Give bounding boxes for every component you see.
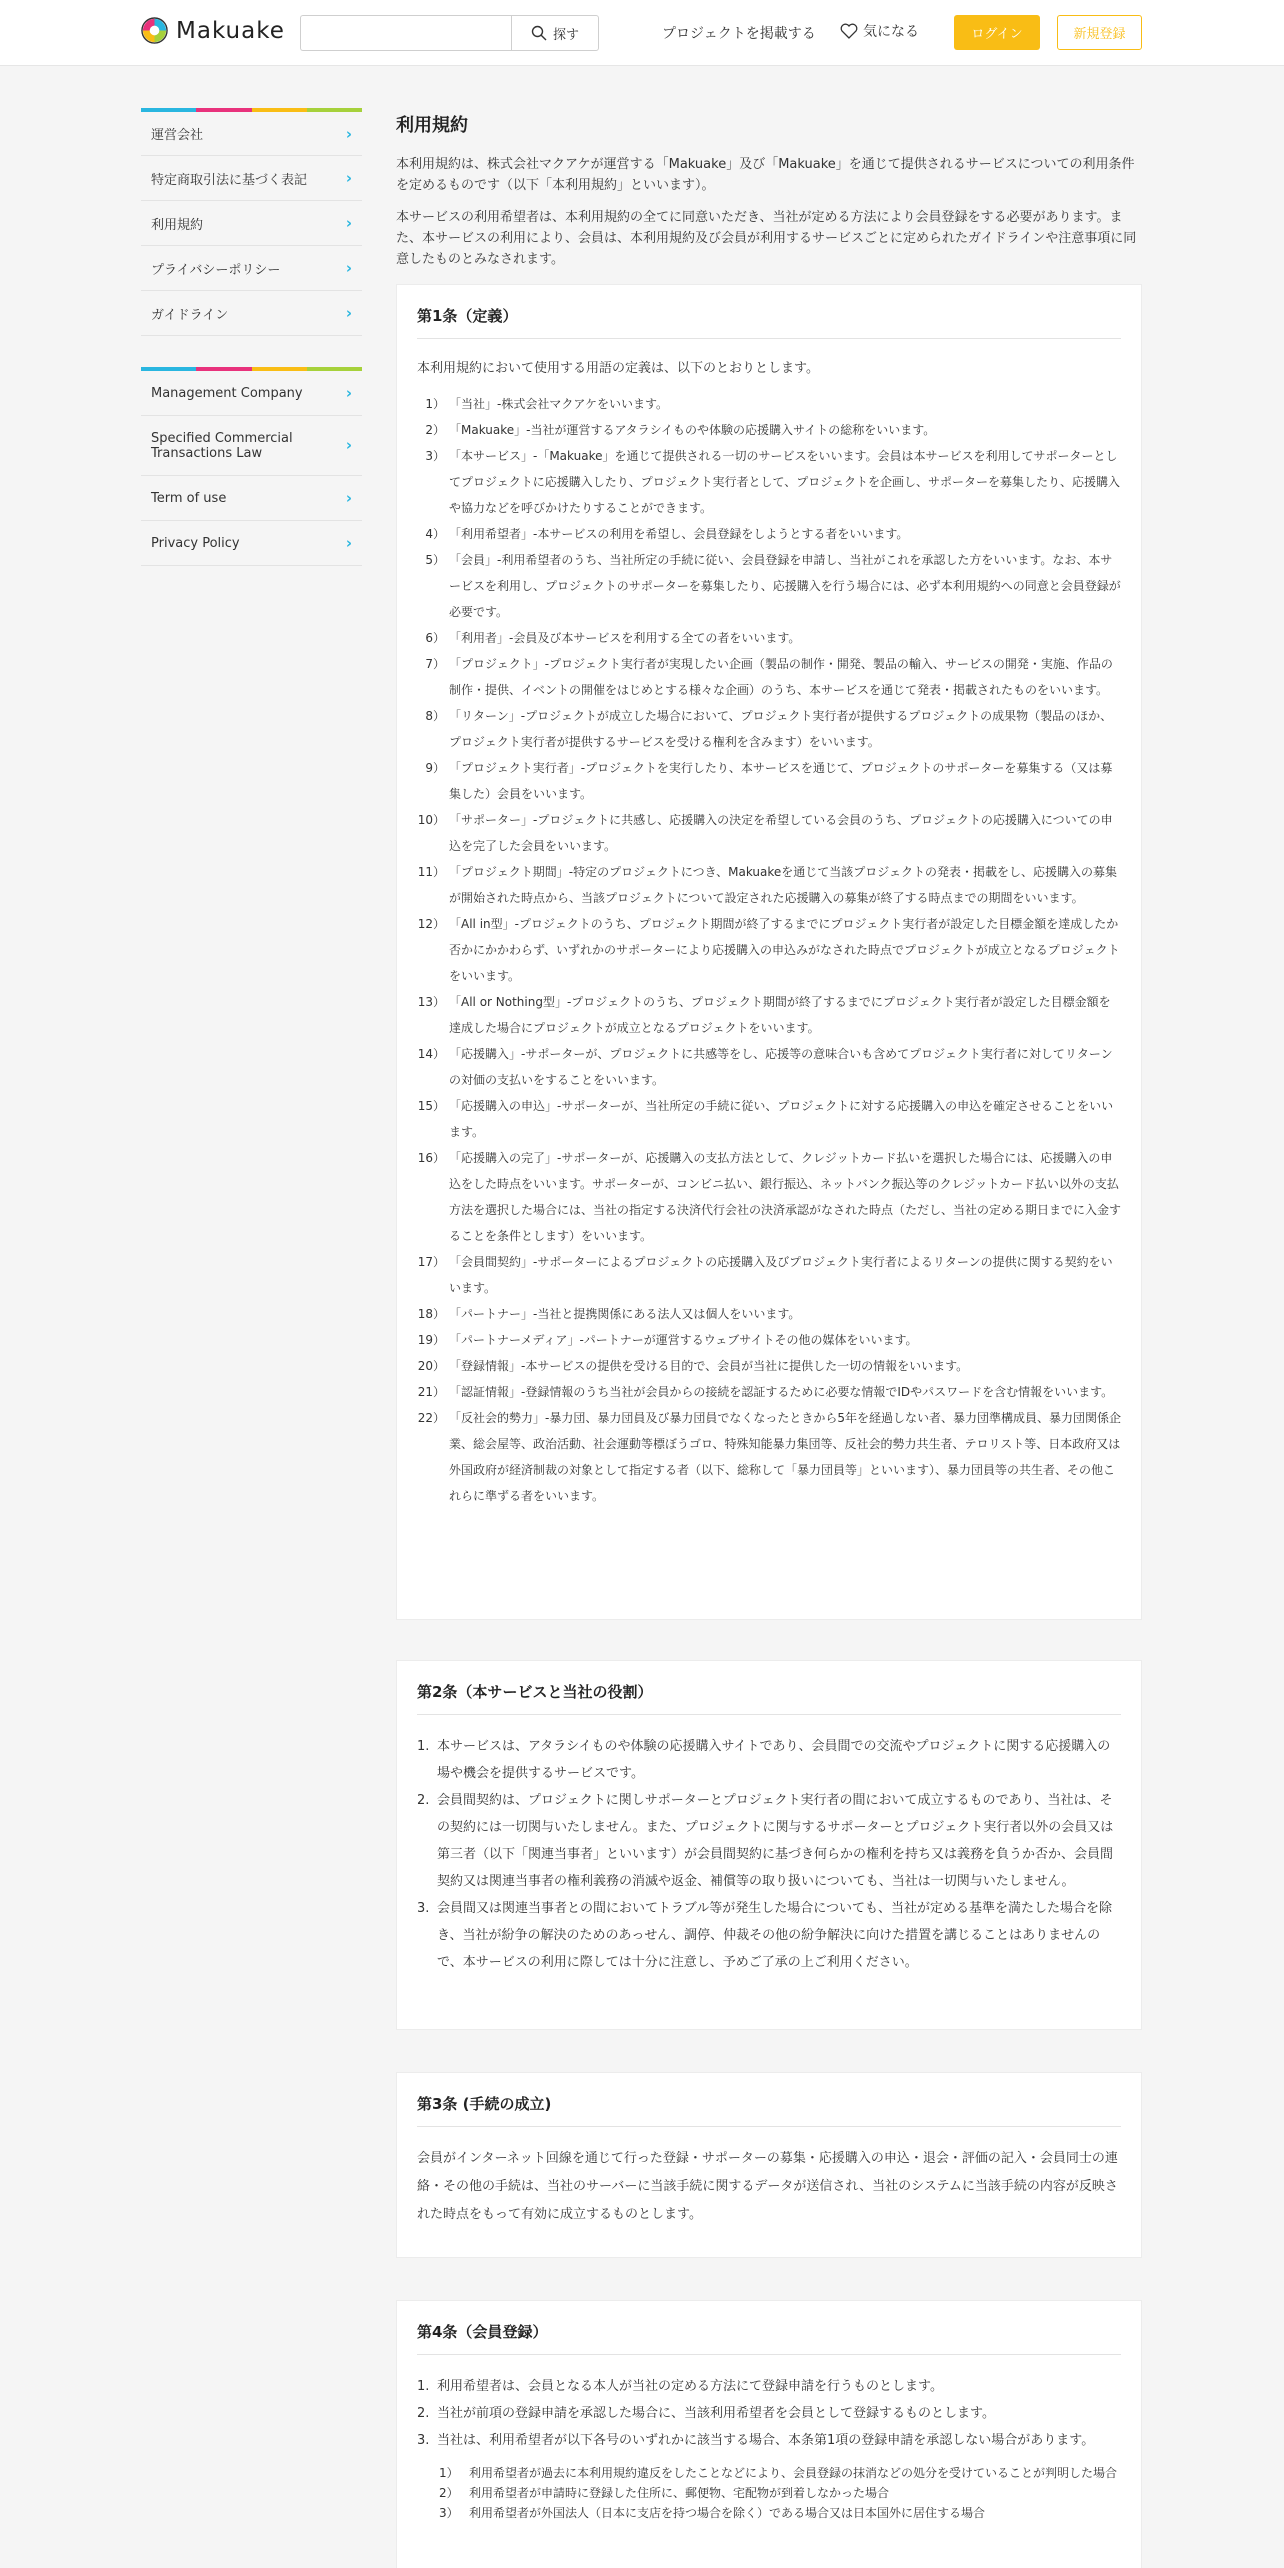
definition-item-number: 22）	[417, 1411, 445, 1425]
article-3-title: 第3条 (手続の成立)	[417, 2073, 1121, 2127]
list-item-number: 3.	[417, 1901, 430, 1916]
definition-item-number: 18）	[417, 1307, 445, 1321]
definition-item-text: 「当社」-株式会社マクアケをいいます。	[449, 397, 669, 411]
definition-item-text: 「プロジェクト」-プロジェクト実行者が実現したい企画（製品の制作・開発、製品の輸入、サービスの開発・実施、作品の制作・提供、イベントの開催をはじめとする様々な企画）のうち、本サービスを通じて発表・掲載されたものをいいます。	[449, 657, 1113, 697]
post-project-link[interactable]: プロジェクトを掲載する	[662, 26, 816, 42]
sublist-item-number: 3）	[439, 2506, 459, 2520]
list-item-number: 2.	[417, 2406, 430, 2421]
list-item	[417, 2373, 1121, 2400]
definition-item-number: 3）	[425, 449, 445, 463]
definition-item	[417, 1327, 1121, 1353]
sublist-item-number: 1）	[439, 2466, 459, 2480]
sidebar-stripe	[141, 108, 362, 112]
definition-item	[417, 417, 1121, 443]
sublist-item-text: 利用希望者が過去に本利用規約違反をしたことなどにより、会員登録の抹消などの処分を受けていることが判明した場合	[469, 2466, 1118, 2480]
definition-item-text: 「パートナー」-当社と提携関係にある法人又は個人をいいます。	[449, 1307, 801, 1321]
definition-item-number: 4）	[425, 527, 445, 541]
search-icon	[531, 25, 547, 41]
definition-item	[417, 859, 1121, 911]
definition-item-text: 「All or Nothing型」-プロジェクトのうち、プロジェクト期間が終了するまでにプロジェクト実行者が設定した目標金額を達成した場合にプロジェクトが成立となるプロジェクトをいいます。	[449, 995, 1111, 1035]
chevron-right-icon: ›	[345, 534, 352, 552]
article-4-sublist	[417, 2464, 1121, 2522]
definition-item-text: 「利用希望者」-本サービスの利用を希望し、会員登録をしようとする者をいいます。	[449, 527, 909, 541]
list-item-text: 当社は、利用希望者が以下各号のいずれかに該当する場合、本条第1項の登録申請を承認しない場合があります。	[437, 2433, 1095, 2448]
search-input[interactable]	[300, 15, 511, 51]
article-4-card	[396, 2300, 1142, 2568]
definition-item-number: 13）	[417, 995, 445, 1009]
definition-item	[417, 989, 1121, 1041]
page-title: 利用規約	[396, 115, 468, 136]
definition-item-text: 「会員間契約」-サポーターによるプロジェクトの応援購入及びプロジェクト実行者によるリターンの提供に関する契約をいいます。	[449, 1255, 1113, 1295]
definition-item-text: 「All in型」-プロジェクトのうち、プロジェクト期間が終了するまでにプロジェクト実行者が設定した目標金額を達成したか否かにかかわらず、いずれかのサポーターにより応援購入の申込みがなされた時点でプロジェクトが成立となるプロジェクトをいいます。	[449, 917, 1120, 983]
definition-item-number: 10）	[417, 813, 445, 827]
favorites-label: 気になる	[863, 24, 919, 40]
article-4-title: 第4条（会員登録）	[417, 2301, 1121, 2355]
register-button[interactable]: 新規登録	[1057, 15, 1142, 50]
sidebar-item-term-of-use[interactable]: Term of use ›	[141, 476, 362, 521]
search-button-label: 探す	[552, 27, 579, 43]
list-item-text: 本サービスは、アタラシイものや体験の応援購入サイトであり、会員間での交流やプロジェクトに関する応援購入の場や機会を提供するサービスです。	[437, 1739, 1111, 1781]
definition-item	[417, 521, 1121, 547]
intro-paragraph-2: 本サービスの利用希望者は、本利用規約の全てに同意いただき、当社が定める方法により会員登録をする必要があります。また、本サービスの利用により、会員は、本利用規約及び会員が利用するサービスごとに定められたガイドラインや注意事項に同意したものとみなされます。	[396, 210, 1137, 267]
definition-item-text: 「認証情報」-登録情報のうち当社が会員からの接続を認証するために必要な情報でIDやパスワードを含む情報をいいます。	[449, 1385, 1114, 1399]
definition-item	[417, 807, 1121, 859]
definition-item	[417, 911, 1121, 989]
definition-item-number: 9）	[425, 761, 445, 775]
intro-paragraph-1: 本利用規約は、株式会社マクアケが運営する「Makuake」及び「Makuake」を通じて提供されるサービスについての利用条件を定めるものです（以下「本利用規約」といいます）。	[396, 157, 1135, 193]
list-item-text: 利用希望者は、会員となる本人が当社の定める方法にて登録申請を行うものとします。	[437, 2379, 943, 2394]
definition-item	[417, 625, 1121, 651]
definition-item-number: 21）	[417, 1385, 445, 1399]
definition-item-number: 14）	[417, 1047, 445, 1061]
chevron-right-icon: ›	[345, 384, 352, 402]
definition-item	[417, 1301, 1121, 1327]
definition-item	[417, 1145, 1121, 1249]
definition-item-number: 17）	[417, 1255, 445, 1269]
definition-item-number: 8）	[425, 709, 445, 723]
article-1-lead: 本利用規約において使用する用語の定義は、以下のとおりとします。	[417, 361, 819, 376]
definition-item-number: 5）	[425, 553, 445, 567]
sublist-item-number: 2）	[439, 2486, 459, 2500]
definition-item	[417, 755, 1121, 807]
list-item	[417, 1895, 1121, 1976]
definition-item	[417, 1093, 1121, 1145]
definition-item	[417, 1405, 1121, 1509]
definition-item-text: 「応援購入の申込」-サポーターが、当社所定の手続に従い、プロジェクトに対する応援購入の申込を確定させることをいいます。	[449, 1099, 1114, 1139]
definition-item	[417, 391, 1121, 417]
article-2-title: 第2条（本サービスと当社の役割）	[417, 1661, 1121, 1715]
list-item-number: 1.	[417, 1739, 430, 1754]
sidebar-item-guideline[interactable]: ガイドライン ›	[141, 291, 362, 336]
article-1-title: 第1条（定義）	[417, 285, 1121, 339]
definition-item-number: 20）	[417, 1359, 445, 1373]
list-item-text: 会員間又は関連当事者との間においてトラブル等が発生した場合についても、当社が定める基準を満たした場合を除き、当社が紛争の解決のためのあっせん、調停、仲裁その他の紛争解決に向けた措置を講じることはありませんので、本サービスの利用に際しては十分に注意し、予めご了承の上ご利用ください。	[437, 1901, 1112, 1970]
sidebar-jp	[141, 108, 362, 336]
definition-item-text: 「利用者」-会員及び本サービスを利用する全ての者をいいます。	[449, 631, 801, 645]
definition-item-text: 「サポーター」-プロジェクトに共感し、応援購入の決定を希望している会員のうち、プロジェクトの応援購入についての申込を完了した会員をいいます。	[449, 813, 1113, 853]
definition-item-text: 「応援購入の完了」-サポーターが、応援購入の支払方法として、クレジットカード払いを選択した場合には、応援購入の申込をした時点をいいます。サポーターが、コンビニ払い、銀行振込、ネットバンク振込等のクレジットカード払い以外の支払方法を選択した場合には、当社の指定する決済代行会社の決済承認がなされた時点（ただし、当社の定める期日までに入金することを条件とします）をいいます。	[449, 1151, 1122, 1243]
definition-item-text: 「プロジェクト実行者」-プロジェクトを実行したり、本サービスを通じて、プロジェクトのサポーターを募集する（又は募集した）会員をいいます。	[449, 761, 1113, 801]
article-3-text: 会員がインターネット回線を通じて行った登録・サポーターの募集・応援購入の申込・退会・評価の記入・会員同士の連絡・その他の手続は、当社のサーバーに当該手続に関するデータが送信され、当社のシステムに当該手続の内容が反映された時点をもって有効に成立するものとします。	[417, 2151, 1118, 2222]
chevron-right-icon: ›	[345, 304, 352, 322]
definition-item-text: 「Makuake」-当社が運営するアタラシイものや体験の応援購入サイトの総称をいいます。	[449, 423, 936, 437]
logo-text: Makuake	[176, 17, 285, 44]
definition-item-number: 6）	[425, 631, 445, 645]
logo[interactable]	[141, 17, 285, 44]
article-2-card	[396, 1660, 1142, 2030]
sidebar-stripe	[141, 367, 362, 371]
definition-item-text: 「登録情報」-本サービスの提供を受ける目的で、会員が当社に提供した一切の情報をいいます。	[449, 1359, 969, 1373]
sidebar-en	[141, 367, 362, 566]
definition-item-number: 15）	[417, 1099, 445, 1113]
definition-item-text: 「パートナーメディア」-パートナーが運営するウェブサイトその他の媒体をいいます。	[449, 1333, 918, 1347]
definition-item	[417, 443, 1121, 521]
sublist-item-text: 利用希望者が外国法人（日本に支店を持つ場合を除く）である場合又は日本国外に居住する場合	[469, 2506, 986, 2520]
definition-item-text: 「リターン」-プロジェクトが成立した場合において、プロジェクト実行者が提供するプロジェクトの成果物（製品のほか、プロジェクト実行者が提供するサービスを受ける権利を含みます）をいいます。	[449, 709, 1113, 749]
sublist-item	[439, 2504, 1121, 2522]
sidebar-item-commercial-law[interactable]: Specified Commercial Transactions Law ›	[141, 416, 362, 476]
article-4-list	[417, 2373, 1121, 2454]
definition-item-text: 「プロジェクト期間」-特定のプロジェクトにつき、Makuakeを通じて当該プロジェクトの発表・掲載をし、応援購入の募集が開始された時点から、当該プロジェクトについて設定された応援購入の募集が終了する時点までの期間をいいます。	[449, 865, 1118, 905]
list-item-number: 1.	[417, 2379, 430, 2394]
chevron-right-icon: ›	[345, 124, 352, 143]
article-1-card	[396, 284, 1142, 1620]
definition-item	[417, 1249, 1121, 1301]
sublist-item-text: 利用希望者が申請時に登録した住所に、郵便物、宅配物が到着しなかった場合	[469, 2486, 890, 2500]
definition-item-text: 「本サービス」-「Makuake」を通じて提供される一切のサービスをいいます。会員は本サービスを利用してサポーターとしてプロジェクトに応援購入したり、プロジェクト実行者として、プロジェクトを企画し、サポーターを募集したり、応援購入や協力などを呼びかけたりすることができます。	[449, 449, 1121, 515]
chevron-right-icon: ›	[345, 214, 352, 232]
definition-item-number: 2）	[425, 423, 445, 437]
sublist-item	[439, 2484, 1121, 2502]
definition-item	[417, 1041, 1121, 1093]
list-item	[417, 1787, 1121, 1895]
definition-list	[417, 391, 1121, 1509]
heart-icon	[840, 23, 858, 39]
list-item-text: 会員間契約は、プロジェクトに関しサポーターとプロジェクト実行者の間において成立するものであり、当社は、その契約には一切関与いたしません。また、プロジェクトに関与するサポーターとプロジェクト実行者以外の会員又は第三者（以下「関連当事者」といいます）が会員間契約に基づき何らかの権利を持ち又は義務を負うか否か、会員間契約又は関連当事者の権利義務の消滅や返金、補償等の取り扱いについても、当社は一切関与いたしません。	[437, 1793, 1114, 1889]
definition-item	[417, 1353, 1121, 1379]
list-item-text: 当社が前項の登録申請を承認した場合に、当該利用希望者を会員として登録するものとします。	[437, 2406, 995, 2421]
definition-item-number: 11）	[417, 865, 445, 879]
definition-item	[417, 651, 1121, 703]
login-button[interactable]: ログイン	[954, 15, 1040, 50]
list-item	[417, 1733, 1121, 1787]
definition-item-number: 12）	[417, 917, 445, 931]
favorites-link[interactable]	[840, 21, 919, 41]
definition-item-text: 「会員」-利用希望者のうち、当社所定の手続に従い、会員登録を申請し、当社がこれを承認した方をいいます。なお、本サービスを利用し、プロジェクトのサポーターを募集したり、応援購入を行う場合には、必ず本利用規約への同意と会員登録が必要です。	[449, 553, 1121, 619]
chevron-right-icon: ›	[345, 489, 352, 507]
chevron-right-icon: ›	[345, 436, 352, 454]
definition-item	[417, 1379, 1121, 1405]
sidebar-item-privacy[interactable]: プライバシーポリシー ›	[141, 246, 362, 291]
definition-item-text: 「反社会的勢力」-暴力団、暴力団員及び暴力団員でなくなったときから5年を経過しない者、暴力団準構成員、暴力団関係企業、総会屋等、政治活動、社会運動等標ぼうゴロ、特殊知能暴力集団等、反社会的勢力共生者、テロリスト等、日本政府又は外国政府が経済制裁の対象として指定する者（以下、総称して「暴力団員等」といいます）、暴力団員等の共生者、その他これらに準ずる者をいいます。	[449, 1411, 1121, 1503]
search-button[interactable]	[511, 15, 599, 51]
sidebar-item-terms[interactable]: 利用規約 ›	[141, 201, 362, 246]
list-item	[417, 2427, 1121, 2454]
chevron-right-icon: ›	[345, 259, 352, 277]
sublist-item	[439, 2464, 1121, 2482]
sidebar-item-management-company[interactable]: Management Company ›	[141, 371, 362, 416]
definition-item-text: 「応援購入」-サポーターが、プロジェクトに共感等をし、応援等の意味合いも含めてプロジェクト実行者に対してリターンの対価の支払いをすることをいいます。	[449, 1047, 1113, 1087]
site-header	[0, 0, 1284, 66]
list-item-number: 2.	[417, 1793, 430, 1808]
definition-item-number: 19）	[417, 1333, 445, 1347]
definition-item	[417, 703, 1121, 755]
sidebar-item-commerce-law[interactable]: 特定商取引法に基づく表記 ›	[141, 156, 362, 201]
article-3-card	[396, 2072, 1142, 2258]
definition-item-number: 1）	[425, 397, 445, 411]
definition-item	[417, 547, 1121, 625]
sidebar-item-privacy-policy[interactable]: Privacy Policy ›	[141, 521, 362, 566]
article-2-list	[417, 1733, 1121, 1976]
definition-item-number: 7）	[425, 657, 445, 671]
sidebar-item-company[interactable]: 運営会社 ›	[141, 112, 362, 156]
chevron-right-icon: ›	[345, 169, 352, 187]
list-item-number: 3.	[417, 2433, 430, 2448]
definition-item-number: 16）	[417, 1151, 445, 1165]
makuake-logo-icon	[141, 17, 168, 44]
list-item	[417, 2400, 1121, 2427]
